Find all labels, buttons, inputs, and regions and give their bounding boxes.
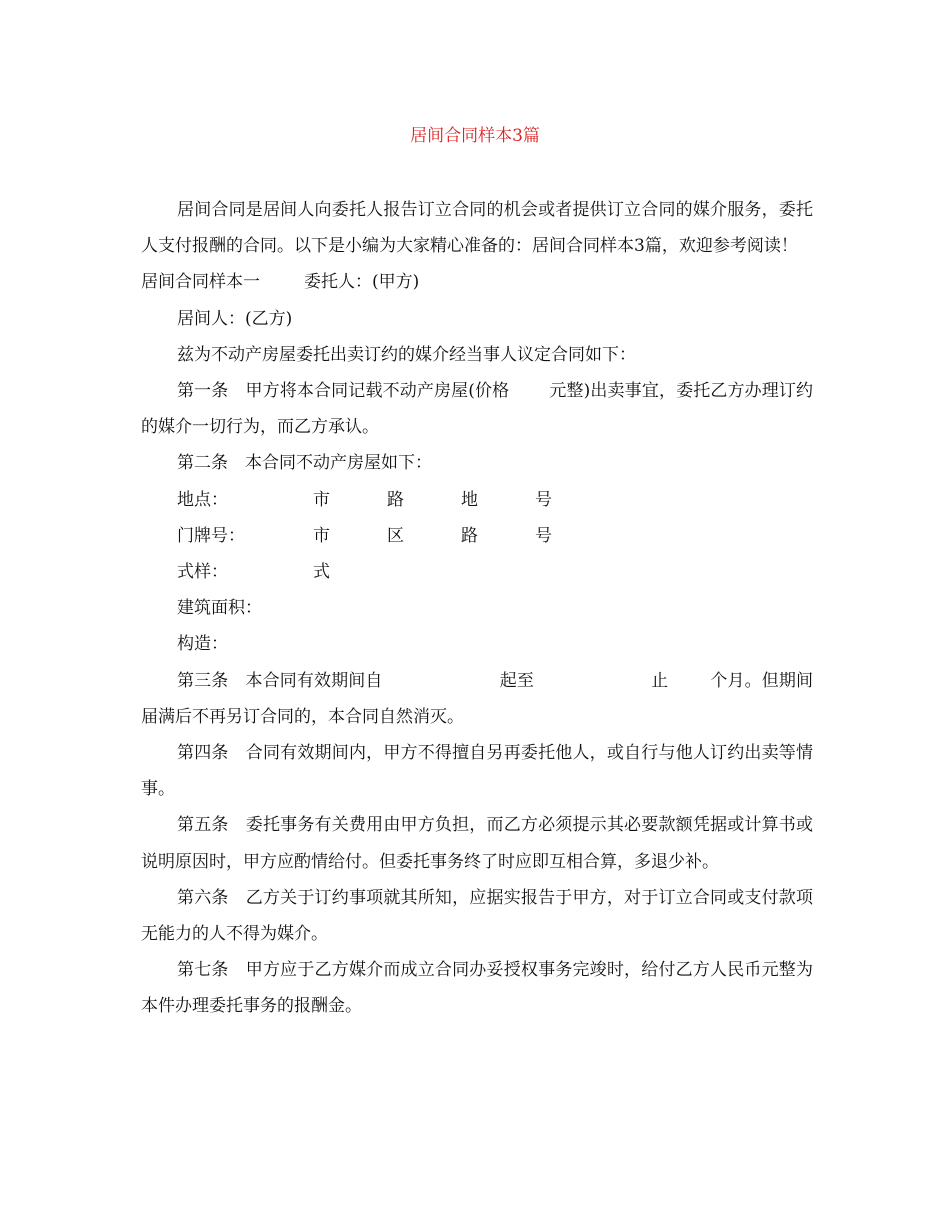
article-1-part-a: 第一条 甲方将本合同记载不动产房屋(价格 — [177, 381, 510, 402]
article-3-part-a: 第三条 本合同有效期间自 — [177, 670, 383, 691]
location-label: 地点： — [177, 489, 228, 510]
document-title: 居间合同样本3篇 — [410, 126, 540, 146]
structure-line: 构造： — [177, 634, 228, 655]
location-row — [141, 482, 813, 518]
intro-paragraph: 居间合同是居间人向委托人报告订立合同的机会或者提供订立合同的媒介服务，委托人支付报酬的合同。以下是小编为大家精心准备的：居间合同样本3篇，欢迎参考阅读！ — [141, 200, 813, 257]
article-6: 第六条 乙方关于订约事项就其所知，应据实报告于甲方，对于订立合同或支付款项无能力的人不得为媒介。 — [141, 887, 813, 945]
preamble-line: 兹为不动产房屋委托出卖订约的媒介经当事人议定合同如下： — [177, 344, 636, 365]
principal-line: 委托人：(甲方) — [304, 272, 420, 293]
sample1-heading-line — [141, 264, 813, 300]
article-4: 第四条 合同有效期间内，甲方不得擅自另再委托他人，或自行与他人订约出卖等情事。 — [141, 743, 813, 800]
doorplate-number: 号 — [535, 525, 552, 546]
article-7: 第七条 甲方应于乙方媒介而成立合同办妥授权事务完竣时，给付乙方人民币元整为本件办理委托事务的报酬金。 — [141, 960, 813, 1017]
article-3-part-d: 个月。但期间届满后不再另订合同的，本合同自然消灭。 — [141, 670, 814, 727]
article-3 — [141, 663, 813, 735]
article-3-part-b: 起至 — [499, 670, 534, 691]
article-1 — [141, 373, 813, 445]
doorplate-city: 市 — [313, 525, 330, 546]
style-label: 式样： — [177, 562, 228, 582]
area-line: 建筑面积： — [177, 598, 262, 619]
doorplate-row — [141, 518, 813, 554]
article-3-part-c: 止 — [650, 670, 669, 691]
location-number: 号 — [535, 489, 552, 510]
style-row — [141, 554, 813, 590]
location-road: 路 — [387, 489, 404, 510]
intermediary-line: 居间人：(乙方) — [177, 308, 293, 329]
doorplate-label: 门牌号： — [177, 525, 245, 546]
location-land: 地 — [461, 489, 478, 510]
document-body — [141, 192, 813, 1025]
sample1-heading: 居间合同样本一 — [141, 272, 260, 293]
doorplate-road: 路 — [461, 525, 478, 546]
article-1-part-b: 元整)出卖事宜，委托乙方办理订约的媒介一切行为，而乙方承认。 — [141, 381, 813, 438]
style-value: 式 — [313, 562, 330, 582]
article-5: 第五条 委托事务有关费用由甲方负担，而乙方必须提示其必要款额凭据或计算书或说明原因时，甲方应酌情给付。但委托事务终了时应即互相合算，多退少补。 — [141, 815, 813, 872]
location-city: 市 — [313, 489, 330, 510]
doorplate-district: 区 — [387, 525, 404, 546]
article-2: 第二条 本合同不动产房屋如下： — [177, 453, 432, 474]
